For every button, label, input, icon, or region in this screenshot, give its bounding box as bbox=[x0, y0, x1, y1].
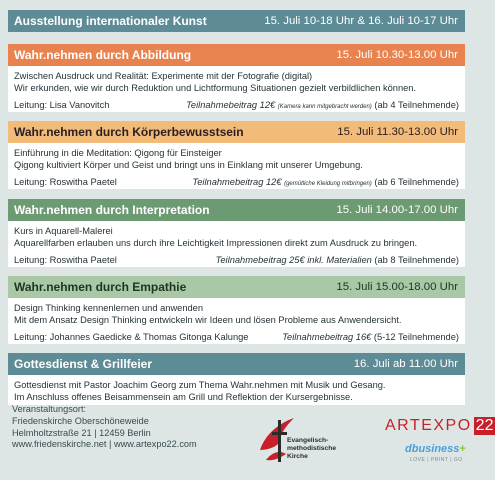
service-line-2: Im Anschluss offenes Beisammensein am Grill und Reflektion der Kursergebnisse. bbox=[14, 392, 353, 403]
event-description: Mit dem Ansatz Design Thinking entwickeln wir Ideen und lösen Probleme aus Anwendersicht. bbox=[14, 315, 402, 326]
event-details-interpretation bbox=[8, 221, 465, 267]
event-banner-koerperbewusstsein bbox=[8, 121, 465, 143]
event-title: Wahr.nehmen durch Körperbewusstsein bbox=[14, 125, 244, 139]
event-date: 15. Juli 14.00-17.00 Uhr bbox=[336, 204, 458, 216]
event-banner-interpretation bbox=[8, 199, 465, 221]
event-description: Wir erkunden, wie wir durch Reduktion und Lichtformung Situationen gezielt verbildlichen können. bbox=[14, 83, 417, 94]
event-subtitle: Zwischen Ausdruck und Realität: Experimente mit der Fotografie (digital) bbox=[14, 71, 313, 81]
dbusiness-logo: dbusiness+ bbox=[405, 443, 466, 455]
event-meta bbox=[14, 254, 459, 266]
event-title: Wahr.nehmen durch Interpretation bbox=[14, 203, 210, 217]
venue-links[interactable]: www.friedenskirche.net | www.artexpo22.com bbox=[12, 439, 197, 450]
venue-info bbox=[12, 404, 197, 451]
event-fee: Teilnahmebeitrag 16€ (5-12 Teilnehmende) bbox=[282, 331, 459, 342]
event-fee: Teilnahmebeitrag 25€ inkl. Materialien (ab 8 Teilnehmende) bbox=[215, 254, 459, 265]
exhibition-banner bbox=[8, 10, 465, 32]
church-logo-text: Evangelisch- methodistische Kirche bbox=[287, 437, 337, 460]
event-meta bbox=[14, 331, 459, 343]
exhibition-date: 15. Juli 10-18 Uhr & 16. Juli 10-17 Uhr bbox=[264, 15, 458, 27]
event-date: 15. Juli 10.30-13.00 Uhr bbox=[336, 49, 458, 61]
event-subtitle: Kurs in Aquarell-Malerei bbox=[14, 226, 113, 236]
event-description: Qigong kultiviert Körper und Geist und bringt uns in Einklang mit unserer Umgebung. bbox=[14, 160, 363, 171]
event-title: Wahr.nehmen durch Empathie bbox=[14, 280, 187, 294]
service-date: 16. Juli ab 11.00 Uhr bbox=[353, 358, 458, 370]
event-fee: Teilnahmebeitrag 12€ (Kamera kann mitgebracht werden) (ab 4 Teilnehmende) bbox=[186, 99, 459, 110]
event-leitung: Leitung: Johannes Gaedicke & Thomas Gitonga Kalunge bbox=[14, 331, 249, 342]
event-subtitle: Einführung in die Meditation: Qigong für Einsteiger bbox=[14, 148, 222, 158]
event-details-abbildung bbox=[8, 66, 465, 112]
event-banner-empathie bbox=[8, 276, 465, 298]
venue-name: Friedenskirche Oberschöneweide bbox=[12, 415, 149, 426]
event-title: Wahr.nehmen durch Abbildung bbox=[14, 48, 192, 62]
venue-address: Helmholtzstraße 21 | 12459 Berlin bbox=[12, 427, 151, 438]
service-line-1: Gottesdienst mit Pastor Joachim Georg zum Thema Wahr.nehmen mit Musik und Gesang. bbox=[14, 380, 386, 390]
event-banner-abbildung bbox=[8, 44, 465, 66]
event-description: Aquarellfarben erlauben uns durch ihre Leichtigkeit Impressionen direkt zum Ausdruck zu bringen. bbox=[14, 238, 418, 249]
dbusiness-tagline: LOVE | PRINT | GO bbox=[410, 457, 463, 463]
artexpo-logo: ARTEXPO 22 bbox=[385, 417, 494, 434]
exhibition-title: Ausstellung internationaler Kunst bbox=[14, 14, 207, 28]
event-subtitle: Design Thinking kennenlernen und anwenden bbox=[14, 303, 204, 313]
event-leitung: Leitung: Lisa Vanovitch bbox=[14, 99, 110, 110]
service-details bbox=[8, 375, 465, 405]
service-title: Gottesdienst & Grillfeier bbox=[14, 357, 153, 371]
event-fee: Teilnahmebeitrag 12€ (gemütliche Kleidung mitbringen) (ab 6 Teilnehmende) bbox=[192, 176, 459, 187]
event-date: 15. Juli 15.00-18.00 Uhr bbox=[336, 281, 458, 293]
event-details-koerperbewusstsein bbox=[8, 143, 465, 189]
event-date: 15. Juli 11.30-13.00 Uhr bbox=[337, 126, 458, 138]
event-leitung: Leitung: Roswitha Paetel bbox=[14, 254, 117, 265]
event-leitung: Leitung: Roswitha Paetel bbox=[14, 176, 117, 187]
event-meta bbox=[14, 176, 459, 190]
venue-label: Veranstaltungsort: bbox=[12, 404, 87, 414]
event-meta bbox=[14, 99, 459, 113]
event-details-empathie bbox=[8, 298, 465, 344]
service-banner bbox=[8, 353, 465, 375]
